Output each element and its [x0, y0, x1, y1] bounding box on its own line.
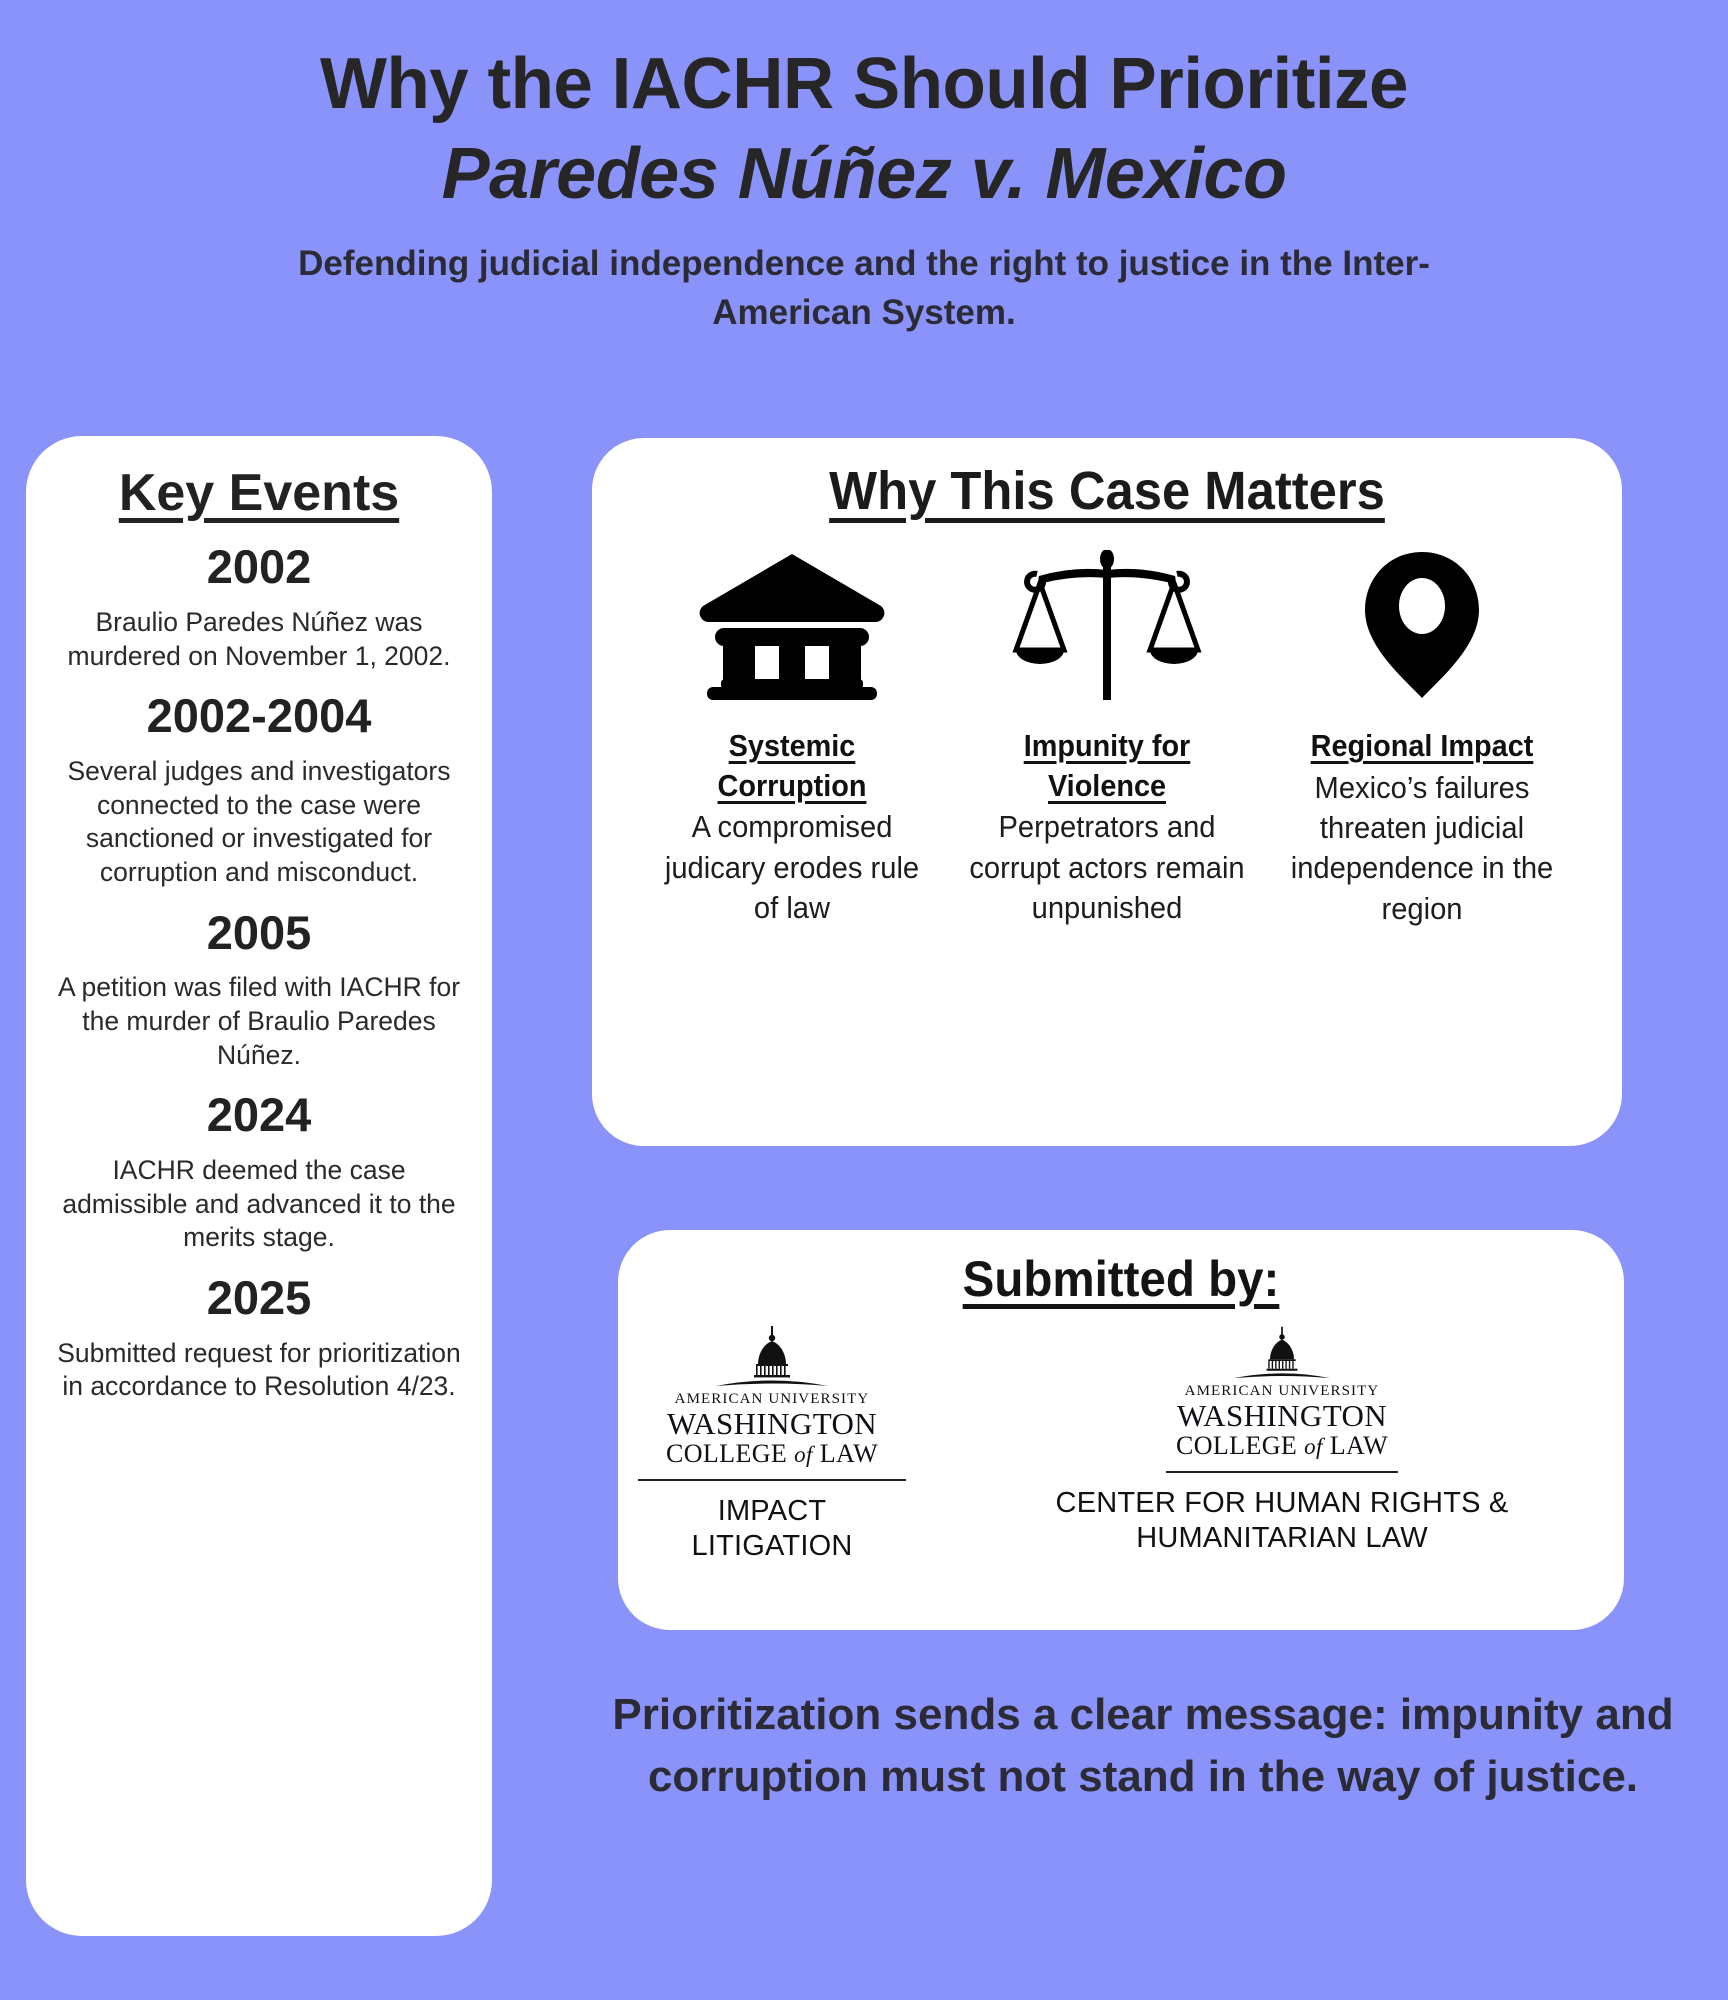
logo-org-line-1: AMERICAN UNIVERSITY: [1184, 1383, 1380, 1399]
logo-org-line-3-college-rest: OLLEGE: [1193, 1431, 1298, 1461]
page-title-case-name: Paredes Núñez v. Mexico: [441, 133, 1287, 214]
why-this-case-matters-heading: Why This Case Matters: [829, 461, 1385, 521]
capitol-dome-icon: [1234, 1326, 1330, 1384]
timeline-item: [48, 1269, 470, 1404]
logo-org-line-3-law: L: [819, 1439, 836, 1469]
timeline-item: [48, 904, 470, 1073]
matters-column-title: Regional Impact: [1310, 728, 1534, 763]
matters-column-title: Systemic Corruption: [717, 728, 867, 803]
logo-org-line-1: AMERICAN UNIVERSITY: [674, 1391, 870, 1407]
logo-org-line-3-college-rest: OLLEGE: [683, 1439, 788, 1469]
logo-org-line-3-of: of: [794, 1442, 813, 1468]
matters-column-regional-impact: [1272, 550, 1572, 929]
logo-org-line-3: [638, 1440, 906, 1467]
submitted-by-heading: Submitted by:: [962, 1251, 1280, 1307]
logo-org-line-3-college: C: [665, 1439, 684, 1469]
logo-divider: [638, 1479, 906, 1481]
matters-column-description: A compromised judicary erodes rule of law: [664, 809, 920, 925]
logo-caption: IMPACT LITIGATION: [691, 1494, 853, 1562]
timeline-item: [48, 687, 470, 889]
timeline-item: [48, 538, 470, 673]
matters-column-title: Impunity for Violence: [1023, 728, 1191, 803]
logo-org-line-3-law-rest: AW: [836, 1439, 879, 1469]
logo-org-line-3-college: C: [1175, 1431, 1194, 1461]
timeline-description: IACHR deemed the case admissible and advanced it to the merits stage.: [62, 1155, 456, 1253]
map-pin-icon: [1272, 550, 1572, 700]
timeline-year: 2025: [206, 1271, 312, 1325]
page-title-line-1: Why the IACHR Should Prioritize: [320, 44, 1408, 124]
logo-org-line-3-law: L: [1329, 1431, 1346, 1461]
timeline-description: Braulio Paredes Núñez was murdered on November 1, 2002.: [67, 607, 451, 671]
logo-org-line-3-law-rest: AW: [1346, 1431, 1389, 1461]
submitted-by-card: [618, 1230, 1624, 1630]
key-events-heading: Key Events: [118, 464, 400, 522]
classical-building-icon: [642, 550, 942, 700]
timeline-year: 2002-2004: [146, 689, 372, 743]
logo-impact-litigation: [638, 1326, 906, 1564]
logo-caption: CENTER FOR HUMAN RIGHTS & HUMANITARIAN LAW: [1055, 1486, 1509, 1554]
timeline-description: Several judges and investigators connected to the case were sanctioned or investigated for corruption and misconduct.: [67, 756, 451, 888]
timeline-year: 2024: [206, 1088, 312, 1142]
page-subtitle: Defending judicial independence and the right to justice in the Inter-American System.: [298, 243, 1430, 333]
capitol-dome-icon: [716, 1326, 828, 1392]
matters-column-systemic-corruption: [642, 550, 942, 928]
key-events-card: [26, 436, 492, 1936]
logo-org-line-3: [960, 1432, 1604, 1459]
matters-column-description: Mexico’s failures threaten judicial independence in the region: [1290, 769, 1554, 926]
logo-org-line-2: WASHINGTON: [1176, 1397, 1388, 1433]
timeline-description: A petition was filed with IACHR for the murder of Braulio Paredes Núñez.: [57, 972, 461, 1070]
timeline-description: Submitted request for prioritization in accordance to Resolution 4/23.: [57, 1337, 461, 1402]
logo-center-for-human-rights: [960, 1326, 1604, 1556]
logo-org-line-3-of: of: [1304, 1434, 1323, 1460]
logo-org-line-2: WASHINGTON: [666, 1405, 878, 1441]
why-this-case-matters-card: [592, 438, 1622, 1146]
timeline-year: 2005: [206, 905, 312, 959]
poster-header: [0, 0, 1728, 338]
matters-column-impunity-for-violence: [957, 550, 1257, 928]
timeline-item: [48, 1086, 470, 1255]
matters-column-description: Perpetrators and corrupt actors remain unpunished: [969, 809, 1245, 925]
timeline-year: 2002: [206, 540, 312, 594]
scales-of-justice-icon: [957, 550, 1257, 700]
logo-divider: [1166, 1471, 1398, 1473]
closing-statement: Prioritization sends a clear message: impunity and corruption must not stand in the way of justice.: [612, 1690, 1674, 1801]
